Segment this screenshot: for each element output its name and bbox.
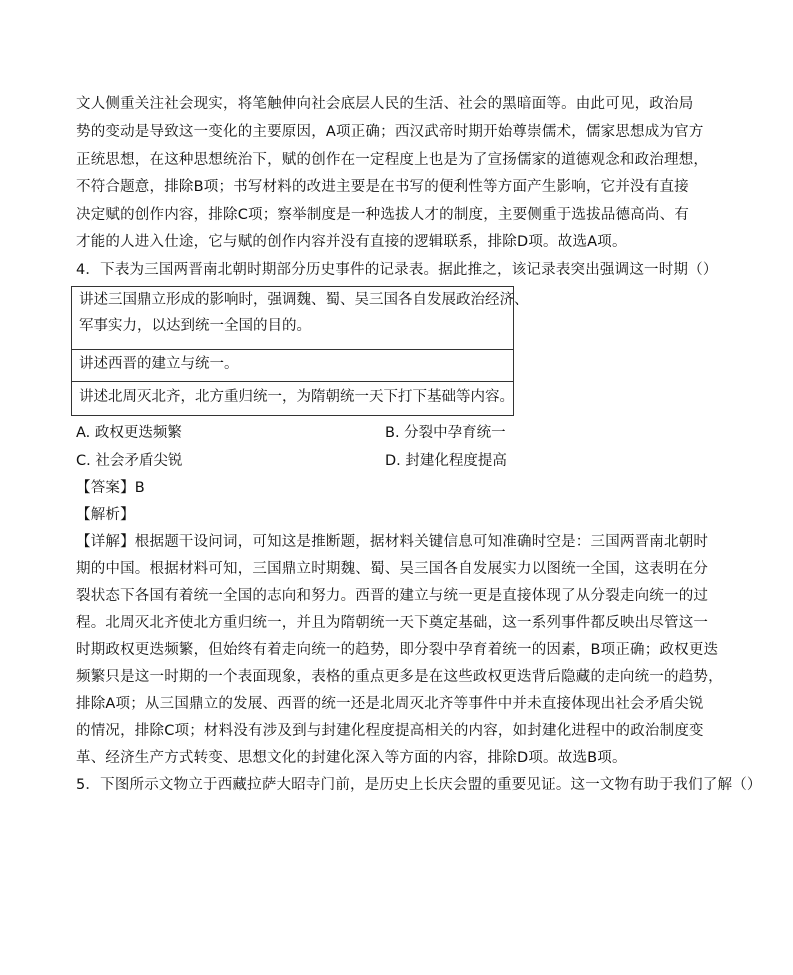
- question-5-stem: 5．下图所示文物立于西藏拉萨大昭寺门前，是历史上长庆会盟的重要见证。这一文物有助于我们了解（）: [76, 777, 762, 793]
- analysis-line-7: 排除A项；从三国鼎立的发展、西晋的统一还是北周灭北齐等事件中并未直接体现出社会矛盾尖锐: [76, 696, 704, 712]
- question-4-stem: 4．下表为三国两晋南北朝时期部分历史事件的记录表。据此推之，该记录表突出强调这一时期（）: [76, 262, 718, 278]
- analysis-line-8: 的情况，排除C项；材料没有涉及到与封建化程度提高相关的内容，如封建化进程中的政治制度变: [76, 723, 704, 739]
- analysis-line-1: 【详解】根据题干设问词，可知这是推断题，据材料关键信息可知准确时空是：三国两晋南北朝时: [76, 534, 709, 550]
- analysis-line-2: 期的中国。根据材料可知，三国鼎立时期魏、蜀、吴三国各自发展实力以图统一全国，这表明在分: [76, 561, 709, 577]
- option-d: D. 封建化程度提高: [385, 453, 507, 469]
- option-c: C. 社会矛盾尖锐: [76, 453, 183, 469]
- analysis-title: 【解析】: [76, 507, 135, 523]
- prev-analysis-line-1: 文人侧重关注社会现实，将笔触伸向社会底层人民的生活、社会的黑暗面等。由此可见，政治局: [76, 96, 694, 112]
- analysis-line-3: 裂状态下各国有着统一全国的志向和努力。西晋的建立与统一更是直接体现了从分裂走向统一的过: [76, 588, 709, 604]
- answer-label: 【答案】B: [76, 480, 145, 496]
- prev-analysis-line-6: 才能的人进入仕途，它与赋的创作内容并没有直接的逻辑联系，排除D项。故选A项。: [76, 234, 627, 250]
- analysis-line-4: 程。北周灭北齐使北方重归统一，并且为隋朝统一天下奠定基础，这一系列事件都反映出尽管这一: [76, 615, 709, 631]
- table-row: [72, 287, 529, 350]
- option-a: A. 政权更迭频繁: [76, 425, 182, 441]
- table-cell-row2: 讲述西晋的建立与统一。: [79, 356, 239, 372]
- record-table: [71, 286, 529, 416]
- prev-analysis-line-5: 决定赋的创作内容，排除C项；察举制度是一种选拔人才的制度，主要侧重于选拔品德高尚、有: [76, 207, 690, 223]
- prev-analysis-line-2: 势的变动是导致这一变化的主要原因，A项正确；西汉武帝时期开始尊崇儒术，儒家思想成为官方: [76, 124, 704, 140]
- table-cell-row1-line1: 讲述三国鼎立形成的影响时，强调魏、蜀、吴三国各自发展政治经济、: [79, 292, 529, 308]
- table-cell-row1-line2: 军事实力，以达到统一全国的目的。: [79, 318, 311, 334]
- prev-analysis-line-4: 不符合题意，排除B项；书写材料的改进主要是在书写的便利性等方面产生影响，它并没有直接: [76, 179, 689, 195]
- table-cell-row3: 讲述北周灭北齐，北方重归统一，为隋朝统一天下打下基础等内容。: [79, 389, 514, 405]
- table-row: [72, 349, 513, 382]
- prev-analysis-line-3: 正统思想，在这种思想统治下，赋的创作在一定程度上也是为了宣扬儒家的道德观念和政治理想，: [76, 152, 709, 168]
- analysis-line-5: 时期政权更迭频繁，但始终有着走向统一的趋势，即分裂中孕育着统一的因素，B项正确；政权更迭: [76, 642, 719, 658]
- analysis-line-9: 革、经济生产方式转变、思想文化的封建化深入等方面的内容，排除D项。故选B项。: [76, 750, 627, 766]
- table-row: [72, 382, 513, 416]
- analysis-line-6: 频繁只是这一时期的一个表面现象，表格的重点更多是在这些政权更迭背后隐藏的走向统一的趋势，: [76, 669, 723, 685]
- option-b: B. 分裂中孕育统一: [385, 425, 506, 441]
